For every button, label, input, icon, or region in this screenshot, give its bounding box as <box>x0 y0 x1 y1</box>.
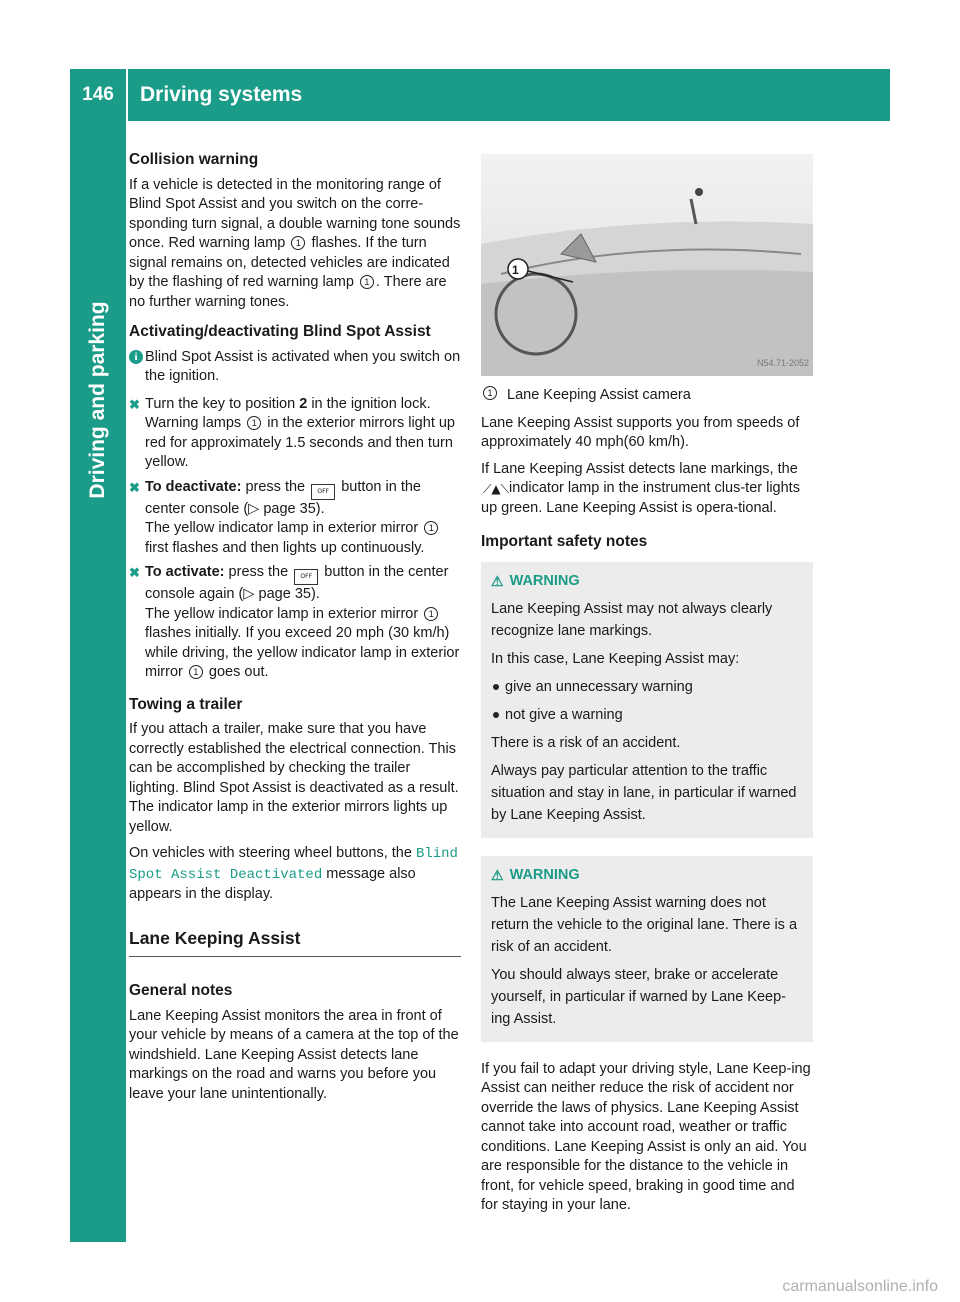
warning-box-2 <box>481 856 813 1042</box>
warning-text: There is a risk of an accident. <box>491 734 681 751</box>
callout-1-icon: 1 <box>189 665 203 679</box>
collision-text: . There are no further warning tones. <box>129 274 447 310</box>
page-ref-link[interactable]: page 35 <box>263 500 316 517</box>
photo-code: N54.71-2052 <box>756 357 809 368</box>
windshield-illustration <box>481 154 813 376</box>
warning-label: WARNING <box>509 572 580 589</box>
collision-heading: Collision warning <box>129 151 259 168</box>
info-text: Blind Spot Assist is activated when you switch on the ignition. <box>145 348 461 384</box>
page-ref-icon: ▷ <box>243 586 255 602</box>
towing-heading: Towing a trailer <box>129 695 243 713</box>
warning-label: WARNING <box>509 866 580 883</box>
warning-bullet <box>491 704 803 726</box>
caption-text: Lane Keeping Assist camera <box>507 387 691 403</box>
step-text: press the <box>228 564 289 580</box>
page-ref-icon: ▷ <box>248 500 260 517</box>
step-text: in the ignition lock. Warning lamps <box>145 395 431 431</box>
step-text: ). <box>315 500 325 517</box>
collision-paragraph <box>129 176 461 313</box>
towing-text: On vehicles with steering wheel buttons, the <box>129 845 412 861</box>
closing-paragraph: If you fail to adapt your driving style, Lane Keep-ing Assist can neither reduce the risk of accident nor override the laws of physics. Lane Keeping Assist cannot take into account road, weather or traffic conditions. Lane Keeping Assist is only an aid. You are responsible for the distance to the vehicle in front, for vehicle speed, braking in good time and for staying in your lane. <box>481 1060 811 1213</box>
step-text: goes out. <box>208 664 269 680</box>
lka-indicator-paragraph <box>481 460 813 519</box>
lane-keeping-heading: Lane Keeping Assist <box>129 927 301 948</box>
callout-1-icon: 1 <box>360 275 374 289</box>
photo-callout: 1 <box>512 263 519 277</box>
right-column <box>481 150 813 1223</box>
callout-1-icon: 1 <box>483 386 497 400</box>
bullet-text: not give a warning <box>505 706 623 723</box>
step-text: button in the center console again ( <box>145 564 449 602</box>
bullet-text: give an unnecessary warning <box>505 678 693 695</box>
lane-keeping-heading-block <box>129 929 461 958</box>
step-activate <box>129 563 461 683</box>
warning-triangle-icon: ⚠ <box>491 572 504 589</box>
warning-text: Always pay particular attention to the traffic situation and stay in lane, in particular if warned by Lane Keeping Assist. <box>491 762 797 823</box>
callout-1-icon: 1 <box>291 236 305 250</box>
warning-text: In this case, Lane Keeping Assist may: <box>491 650 740 667</box>
warning-title <box>491 570 803 592</box>
section-title: Driving systems <box>140 83 303 106</box>
warning-title <box>491 864 803 886</box>
step-arrow-icon: ✖ <box>129 565 140 580</box>
key-position: 2 <box>299 395 308 412</box>
activating-heading: Activating/deactivating Blind Spot Assist <box>129 323 431 340</box>
bullet-dot-icon <box>493 684 499 690</box>
step-text: button in the center console ( <box>145 478 422 517</box>
collision-text: flashes. If the turn signal remains on, detected vehicles are indicated by the flashing of red warning lamp <box>129 235 450 290</box>
warning-triangle-icon: ⚠ <box>491 866 504 883</box>
blind-spot-off-button-icon: OFF <box>294 569 318 585</box>
towing-paragraph: If you attach a trailer, make sure that you have correctly established the electrical connection. This can be accomplished by checking the trailer lighting. Blind Spot Assist is deactivated as a result. The indicator lamp in the exterior mirrors lights up yellow. <box>129 721 459 835</box>
warning-text: The Lane Keeping Assist warning does not return the vehicle to the original lane. There is a risk of an accident. <box>491 894 798 955</box>
left-column <box>129 150 461 1111</box>
step-text: Turn the key to position <box>145 395 296 412</box>
collision-text: If a vehicle is detected in the monitoring range of Blind Spot Assist and you switch on the corre-sponding turn signal, a double warning tone sounds once. Red warning lamp <box>129 176 461 251</box>
lka-text: If Lane Keeping Assist detects lane markings, the <box>481 460 798 477</box>
towing-display-paragraph <box>129 844 461 905</box>
step-text: The yellow indicator lamp in exterior mirror <box>145 605 419 622</box>
photo-caption <box>481 386 813 406</box>
camera-photo <box>481 154 813 376</box>
step-text: ). <box>310 586 320 602</box>
blind-spot-off-button-icon: OFF <box>311 484 335 500</box>
info-note <box>129 348 461 387</box>
callout-1-icon: 1 <box>424 521 438 535</box>
step-text: The yellow indicator lamp in exterior mirror <box>145 520 419 536</box>
safety-notes-heading: Important safety notes <box>481 533 648 550</box>
info-icon: i <box>129 350 143 364</box>
step-text: first flashes and then lights up continuously. <box>145 539 425 556</box>
page-ref-link[interactable]: page 35 <box>258 586 311 602</box>
warning-bullet <box>491 676 803 698</box>
lka-text: indicator lamp in the instrument clus-ter lights up green. Lane Keeping Assist is opera-tional. <box>481 480 800 516</box>
page-number: 146 <box>82 84 114 105</box>
step-label: To activate: <box>145 564 225 580</box>
side-tab <box>70 121 126 1242</box>
step-text: in the exterior mirrors light up red for approximately 1.5 seconds and then turn yellow. <box>145 415 455 470</box>
step-turn-key <box>129 395 461 473</box>
callout-1-icon: 1 <box>247 416 261 430</box>
lane-keeping-indicator-icon: ⟋▲⟍ <box>483 482 510 496</box>
towing-text: message also appears in the display. <box>129 865 416 902</box>
warning-box-1 <box>481 562 813 838</box>
general-notes-paragraph: Lane Keeping Assist monitors the area in front of your vehicle by means of a camera at the top of the windshield. Lane Keeping Assist detects lane markings on the road and warns you before you leave your lane unintentionally. <box>129 1007 459 1102</box>
step-text: flashes initially. If you exceed 20 mph (30 km/h) while driving, the yellow indicator lamp in exterior mirror <box>145 625 460 680</box>
step-deactivate <box>129 478 461 559</box>
warning-text: Lane Keeping Assist may not always clearly recognize lane markings. <box>491 600 773 639</box>
watermark: carmanualsonline.info <box>782 1278 938 1295</box>
general-notes-heading: General notes <box>129 982 233 999</box>
callout-1-icon: 1 <box>424 607 438 621</box>
step-arrow-icon: ✖ <box>129 479 140 495</box>
side-tab-label: Driving and parking <box>86 301 109 499</box>
lka-speed-paragraph: Lane Keeping Assist supports you from speeds of approximately 40 mph(60 km/h). <box>481 414 800 450</box>
warning-text: You should always steer, brake or accelerate yourself, in particular if warned by Lane Keep-ing Assist. <box>491 966 786 1027</box>
step-label: To deactivate: <box>145 478 242 495</box>
step-arrow-icon: ✖ <box>129 396 140 412</box>
header-divider <box>126 69 128 121</box>
bullet-dot-icon <box>493 712 499 718</box>
display-message: Blind Spot Assist Deactivated <box>129 846 458 883</box>
step-text: press the <box>245 478 306 495</box>
